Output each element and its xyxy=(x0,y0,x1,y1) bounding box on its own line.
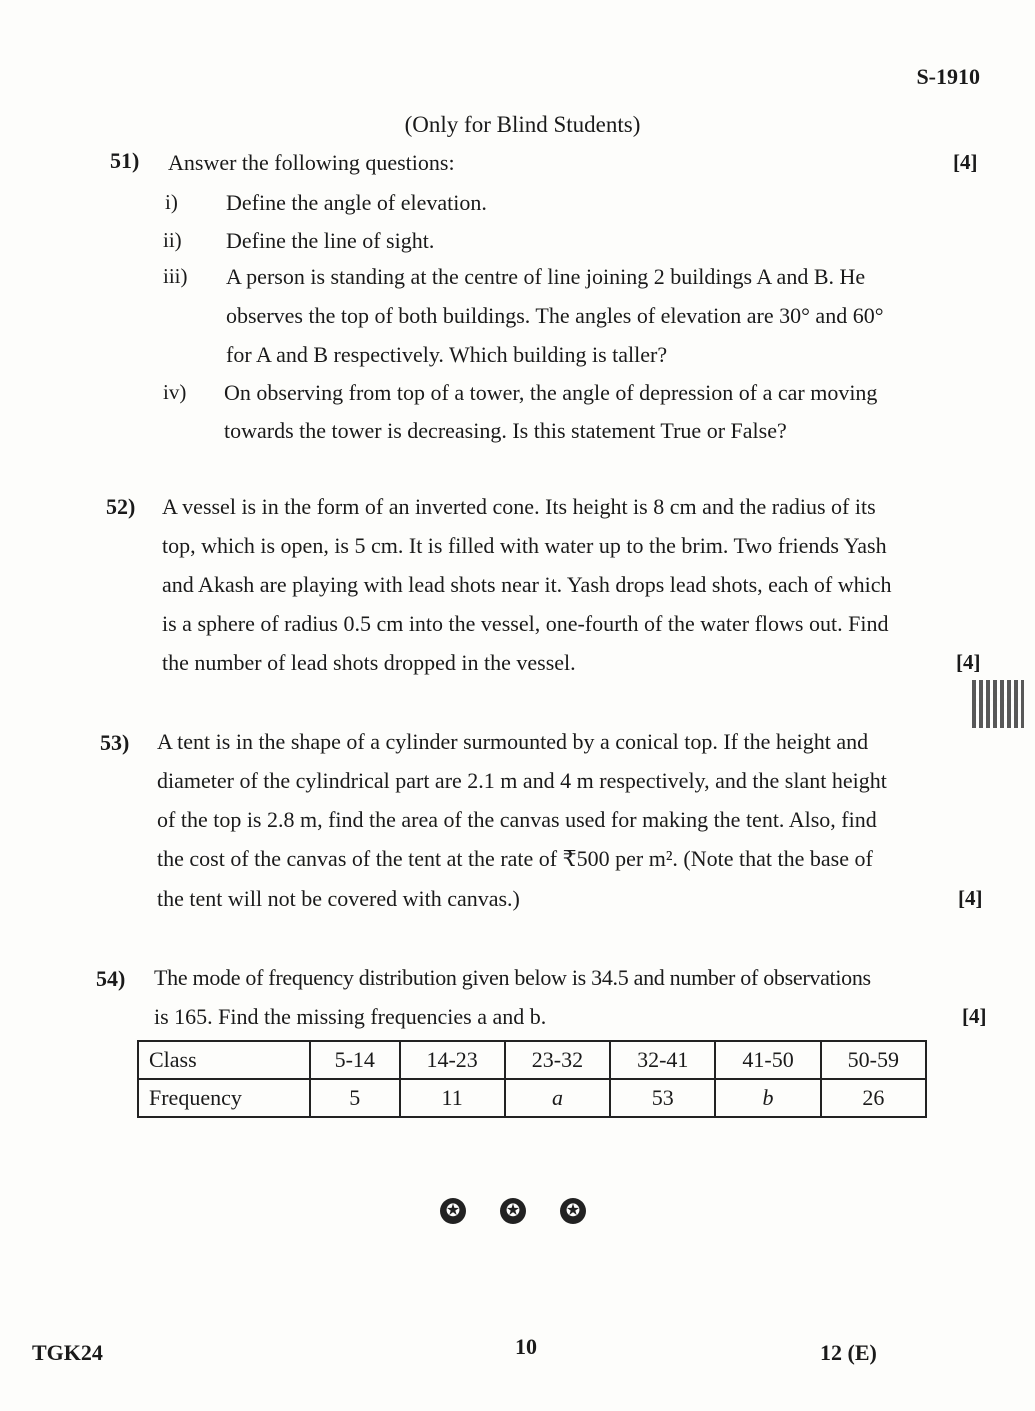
star-circle-icon: ✪ xyxy=(500,1198,526,1224)
table-cell: 23-32 xyxy=(505,1041,610,1079)
q51-item-label: iii) xyxy=(163,264,188,288)
question-54-text: The mode of frequency distribution given below is 34.5 and number of observations xyxy=(154,965,871,990)
table-row xyxy=(138,1041,926,1079)
question-52-text: top, which is open, is 5 cm. It is filled with water up to the brim. Two friends Yash xyxy=(162,533,887,558)
table-cell: 50-59 xyxy=(821,1041,926,1079)
page-number: 10 xyxy=(515,1334,537,1359)
q51-item-text: for A and B respectively. Which building is taller? xyxy=(226,342,668,367)
q51-item-text: A person is standing at the centre of line joining 2 buildings A and B. He xyxy=(226,264,866,289)
table-cell: 26 xyxy=(821,1079,926,1117)
paper-subtitle: (Only for Blind Students) xyxy=(404,112,641,137)
table-cell: 32-41 xyxy=(610,1041,715,1079)
q51-item-text: towards the tower is decreasing. Is this statement True or False? xyxy=(224,418,787,443)
question-52-text: and Akash are playing with lead shots near it. Yash drops lead shots, each of which xyxy=(162,572,892,597)
qr-code xyxy=(972,680,1024,728)
table-cell: 5 xyxy=(310,1079,400,1117)
question-53-text: the cost of the canvas of the tent at the rate of ₹500 per m². (Note that the base of xyxy=(157,846,873,871)
table-cell: 11 xyxy=(400,1079,505,1117)
question-51-number: 51) xyxy=(110,148,140,173)
table-cell: Frequency xyxy=(138,1079,310,1117)
table-cell: 14-23 xyxy=(400,1041,505,1079)
footer-left-code: TGK24 xyxy=(32,1340,103,1365)
question-52-marks: [4] xyxy=(956,650,981,674)
question-54-text: is 165. Find the missing frequencies a and b. xyxy=(154,1004,547,1029)
q51-item-text: On observing from top of a tower, the angle of depression of a car moving xyxy=(224,380,878,405)
table-row xyxy=(138,1079,926,1117)
question-53-text: of the top is 2.8 m, find the area of the canvas used for making the tent. Also, find xyxy=(157,807,877,832)
question-52-number: 52) xyxy=(106,494,136,519)
star-circle-icon: ✪ xyxy=(440,1198,466,1224)
question-54-marks: [4] xyxy=(962,1004,987,1028)
question-53-number: 53) xyxy=(100,730,130,755)
q51-item-label: iv) xyxy=(163,380,187,404)
question-51-prompt: Answer the following questions: xyxy=(168,150,455,175)
table-cell: 41-50 xyxy=(715,1041,820,1079)
q51-item-label: ii) xyxy=(163,228,182,252)
star-circle-icon: ✪ xyxy=(560,1198,586,1224)
table-cell: Class xyxy=(138,1041,310,1079)
q51-item-text: observes the top of both buildings. The angles of elevation are 30° and 60° xyxy=(226,303,884,328)
question-51-marks: [4] xyxy=(953,150,978,174)
question-52-text: the number of lead shots dropped in the vessel. xyxy=(162,650,576,675)
table-cell: a xyxy=(505,1079,610,1117)
paper-code: S-1910 xyxy=(916,64,980,89)
question-53-marks: [4] xyxy=(958,886,983,910)
question-54-number: 54) xyxy=(96,966,126,991)
question-53-text: A tent is in the shape of a cylinder surmounted by a conical top. If the height and xyxy=(157,729,869,754)
table-cell: b xyxy=(715,1079,820,1117)
question-52-text: A vessel is in the form of an inverted cone. Its height is 8 cm and the radius of its xyxy=(162,494,876,519)
footer-right-code: 12 (E) xyxy=(820,1340,877,1365)
question-53-text: diameter of the cylindrical part are 2.1 m and 4 m respectively, and the slant height xyxy=(157,768,887,793)
end-ornament xyxy=(440,1198,586,1224)
q51-item-label: i) xyxy=(165,190,178,214)
table-cell: 53 xyxy=(610,1079,715,1117)
table-cell: 5-14 xyxy=(310,1041,400,1079)
q51-item-text: Define the angle of elevation. xyxy=(226,190,487,215)
q51-item-text: Define the line of sight. xyxy=(226,228,435,253)
question-52-text: is a sphere of radius 0.5 cm into the vessel, one-fourth of the water flows out. Find xyxy=(162,611,889,636)
frequency-table xyxy=(137,1040,927,1118)
question-53-text: the tent will not be covered with canvas.) xyxy=(157,886,520,911)
